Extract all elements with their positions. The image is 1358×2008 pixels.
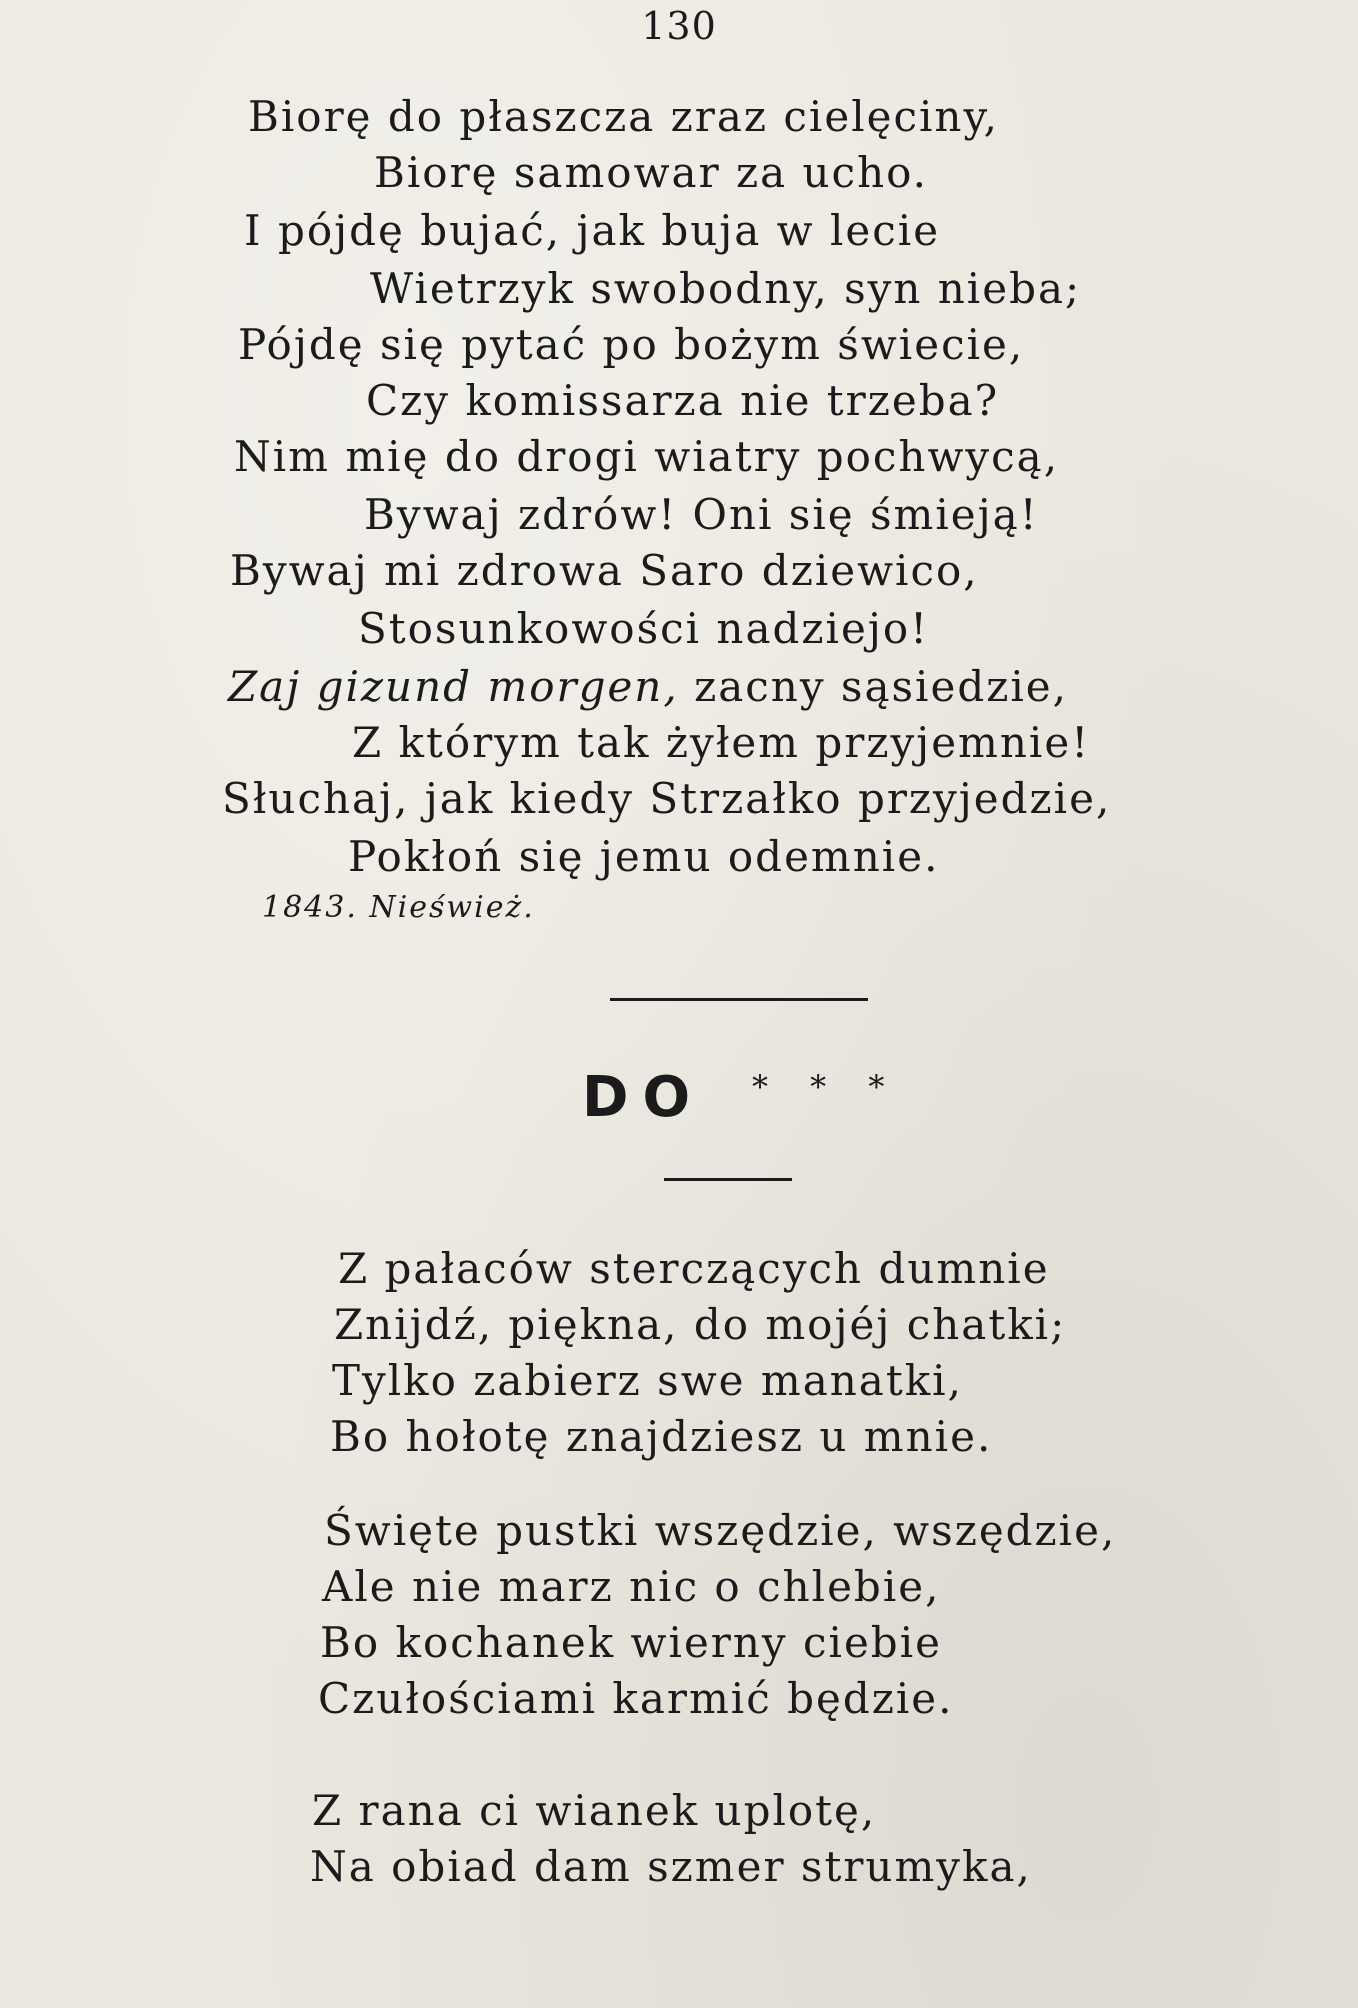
poem-line: Bywaj mi zdrowa Saro dziewico, [230, 546, 979, 595]
poem-line: Tylko zabierz swe manatki, [332, 1356, 963, 1405]
poem-line: Stosunkowości nadziejo! [358, 604, 929, 653]
poem-line: Pójdę się pytać po bożym świecie, [238, 320, 1025, 369]
poem-line: Z pałaców sterczących dumnie [338, 1244, 1050, 1293]
poem-line: Nim mię do drogi wiatry pochwycą, [234, 432, 1060, 481]
poem-line: Czy komissarza nie trzeba? [366, 376, 1000, 425]
poem-line: Ale nie marz nic o chlebie, [322, 1562, 941, 1611]
poem-line: Czułościami karmić będzie. [318, 1674, 954, 1723]
poem-line: Z rana ci wianek uplotę, [312, 1786, 877, 1835]
poem-line: Wietrzyk swobodny, syn nieba; [370, 264, 1082, 313]
poem-line-rest: zacny sąsiedzie, [694, 662, 1068, 711]
poem-line: Biorę do płaszcza zraz cielęciny, [248, 92, 999, 141]
italic-phrase: Zaj gizund morgen, [228, 662, 679, 711]
poem-title: DO [582, 1065, 705, 1130]
poem-line: Biorę samowar za ucho. [374, 148, 929, 197]
poem-line: Bo kochanek wierny ciebie [320, 1618, 942, 1667]
poem-line: Bo hołotę znajdziesz u mnie. [330, 1412, 993, 1461]
poem-line: Z którym tak żyłem przyjemnie! [352, 718, 1091, 767]
page-number: 130 [641, 4, 717, 48]
poem-line: Święte pustki wszędzie, wszędzie, [324, 1506, 1117, 1555]
title-underline [664, 1178, 792, 1181]
poem-line: Bywaj zdrów! Oni się śmieją! [364, 490, 1039, 539]
poem-line-with-italic [228, 662, 1068, 711]
dateline: 1843. Nieśwież. [262, 890, 535, 925]
poem-line: Słuchaj, jak kiedy Strzałko przyjedzie, [222, 774, 1112, 823]
poem-line: Na obiad dam szmer strumyka, [310, 1842, 1032, 1891]
section-divider [610, 998, 868, 1001]
poem-line: Znijdź, piękna, do mojéj chatki; [334, 1300, 1067, 1349]
title-asterisks: * * * [752, 1068, 901, 1106]
poem-line: Pokłoń się jemu odemnie. [348, 832, 940, 881]
poem-line: I pójdę bujać, jak buja w lecie [244, 206, 941, 255]
